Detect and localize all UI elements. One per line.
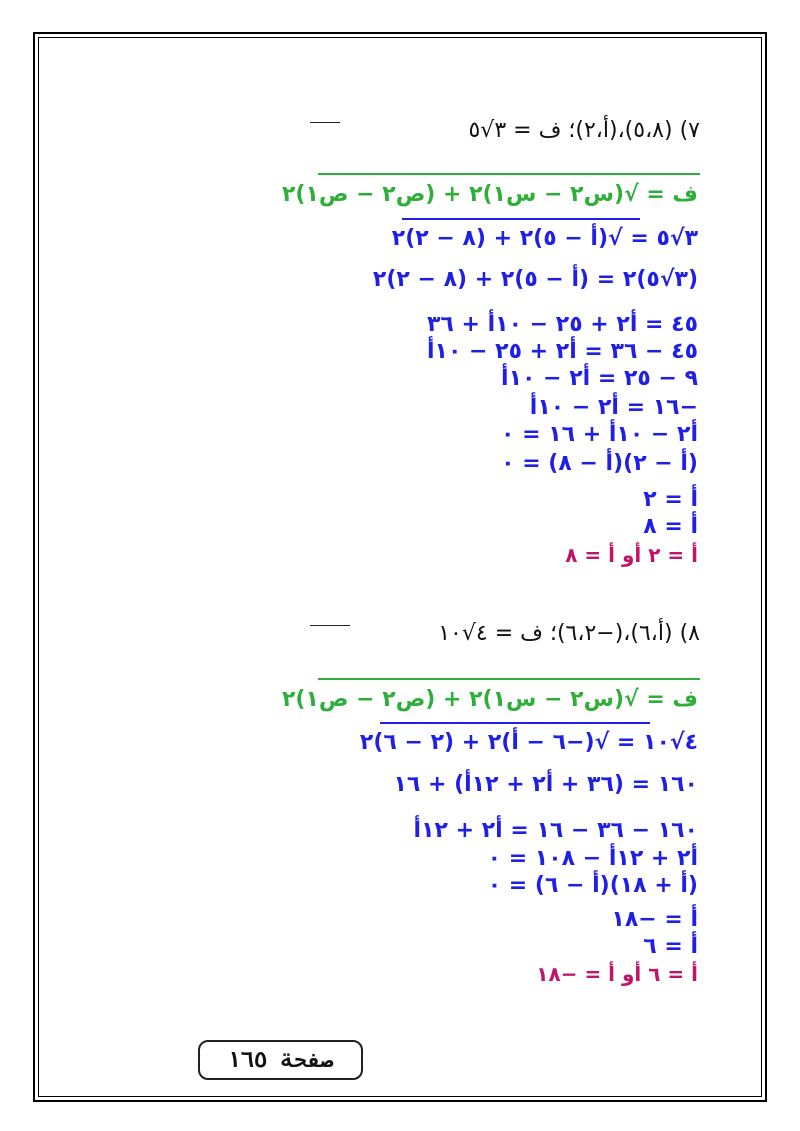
problem-8-header: ٨) (أ،٦)،(−٦،٢)؛ ف = ٤√١٠ xyxy=(438,621,700,646)
solution-step: أ٢ + ١٢أ − ١٠٨ = ٠ xyxy=(487,846,698,871)
problem-7-header: ٧) (٥،٨)،(أ،٢)؛ ف = ٣√٥ xyxy=(468,118,700,143)
final-answer: أ = ٢ أو أ = ٨ xyxy=(565,543,698,567)
radical-bar xyxy=(402,218,640,220)
radical-bar xyxy=(310,122,340,123)
solution-step: ١٦٠ = (٣٦ + أ٢ + ١٢أ) + ١٦ xyxy=(393,772,698,797)
distance-formula: ف = √(س٢ − س١)٢ + (ص٢ − ص١)٢ xyxy=(281,182,698,207)
radical-bar xyxy=(318,173,700,175)
solution-step: (أ + ١٨)(أ − ٦) = ٠ xyxy=(487,873,698,898)
solution-step: −١٦ = أ٢ − ١٠أ xyxy=(529,395,698,420)
solution-step: ٤٥ − ٣٦ = أ٢ + ٢٥ − ١٠أ xyxy=(426,339,698,364)
distance-formula: ف = √(س٢ − س١)٢ + (ص٢ − ص١)٢ xyxy=(281,687,698,712)
solution-step: ٩ − ٢٥ = أ٢ − ١٠أ xyxy=(501,366,698,391)
solution-step: (أ − ٢)(أ − ٨) = ٠ xyxy=(501,451,698,476)
page-number-badge xyxy=(198,1040,363,1080)
final-answer: أ = ٦ أو أ = −١٨ xyxy=(536,962,698,986)
solution-step: أ = ٢ xyxy=(643,487,698,512)
solution-step: ٣√٥ = √(أ − ٥)٢ + (٨ − ٢)٢ xyxy=(391,226,698,251)
solution-step: أ٢ − ١٠أ + ١٦ = ٠ xyxy=(501,422,698,447)
page-number-label: صفحة ١٦٥ xyxy=(227,1047,334,1073)
radical-bar xyxy=(318,678,700,680)
solution-step: أ = ٦ xyxy=(643,934,698,959)
solution-step: ٤√١٠ = √(−٦ − أ)٢ + (٢ − ٦)٢ xyxy=(359,730,698,755)
solution-step: ٤٥ = أ٢ + ٢٥ − ١٠أ + ٣٦ xyxy=(427,312,698,337)
solution-step: (٣√٥)٢ = (أ − ٥)٢ + (٨ − ٢)٢ xyxy=(372,267,698,292)
radical-bar xyxy=(310,625,350,626)
solution-step: ١٦٠ − ٣٦ − ١٦ = أ٢ + ١٢أ xyxy=(413,818,698,843)
solution-step: أ = ٨ xyxy=(643,514,698,539)
solution-step: أ = −١٨ xyxy=(611,907,698,932)
radical-bar xyxy=(380,722,650,724)
